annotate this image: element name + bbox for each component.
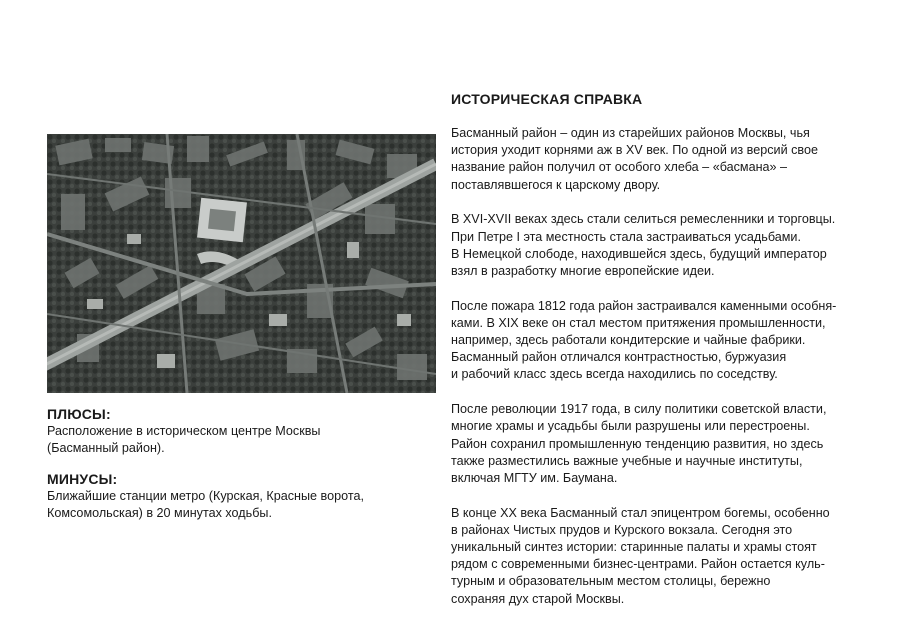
cons-text: Ближайшие станции метро (Курская, Красные ворота, Комсомольская) в 20 минутах ходьбы. — [47, 489, 364, 520]
aerial-map-photo — [47, 134, 436, 393]
cons-section — [47, 470, 436, 522]
history-paragraph-1: Басманный район – один из старейших районов Москвы, чья история уходит корнями аж в XV век. По одной из версий свое название район получил от особого хлеба – «басмана» – поставлявшегося к царскому двору. — [451, 126, 818, 192]
history-section — [451, 90, 871, 625]
history-paragraph-3: После пожара 1812 года район застраивался каменными особня- ками. В XIX веке он стал местом притяжения промышленности, например, здесь работали кондитерские и чайные фабрики. Басманный район отличался контрастностью, буржуазия и рабочий класс здесь всегда находились по соседству. — [451, 298, 837, 382]
pros-title: ПЛЮСЫ: — [47, 406, 111, 422]
history-paragraph-5: В конце XX века Басманный стал эпицентром богемы, особенно в районах Чистых прудов и Курского вокзала. Сегодня это уникальный синтез истории: старинные палаты и храмы стоят рядом с современными бизнес-центрами. Район остается куль- турным и образовательным местом столицы, бережно сохраняя дух старой Москвы. — [451, 505, 830, 606]
history-paragraph-4: После революции 1917 года, в силу политики советской власти, многие храмы и усадьбы были разрушены или перестроены. Район сохранил промышленную тенденцию развития, но здесь также разместились важные учебные и научные институты, включая МГТУ им. Баумана. — [451, 402, 827, 485]
aerial-photo-drawing — [47, 134, 436, 393]
history-title: ИСТОРИЧЕСКАЯ СПРАВКА — [451, 91, 643, 107]
cons-title: МИНУСЫ: — [47, 471, 118, 487]
history-paragraph-2: В XVI-XVII веках здесь стали селиться ремесленники и торговцы. При Петре I эта местность стала застраиваться усадьбами. В Немецкой слободе, находившейся здесь, будущий император взял в разработку многие европейские идеи. — [451, 212, 836, 278]
pros-text: Расположение в историческом центре Москвы (Басманный район). — [47, 424, 321, 455]
pros-section — [47, 405, 436, 457]
